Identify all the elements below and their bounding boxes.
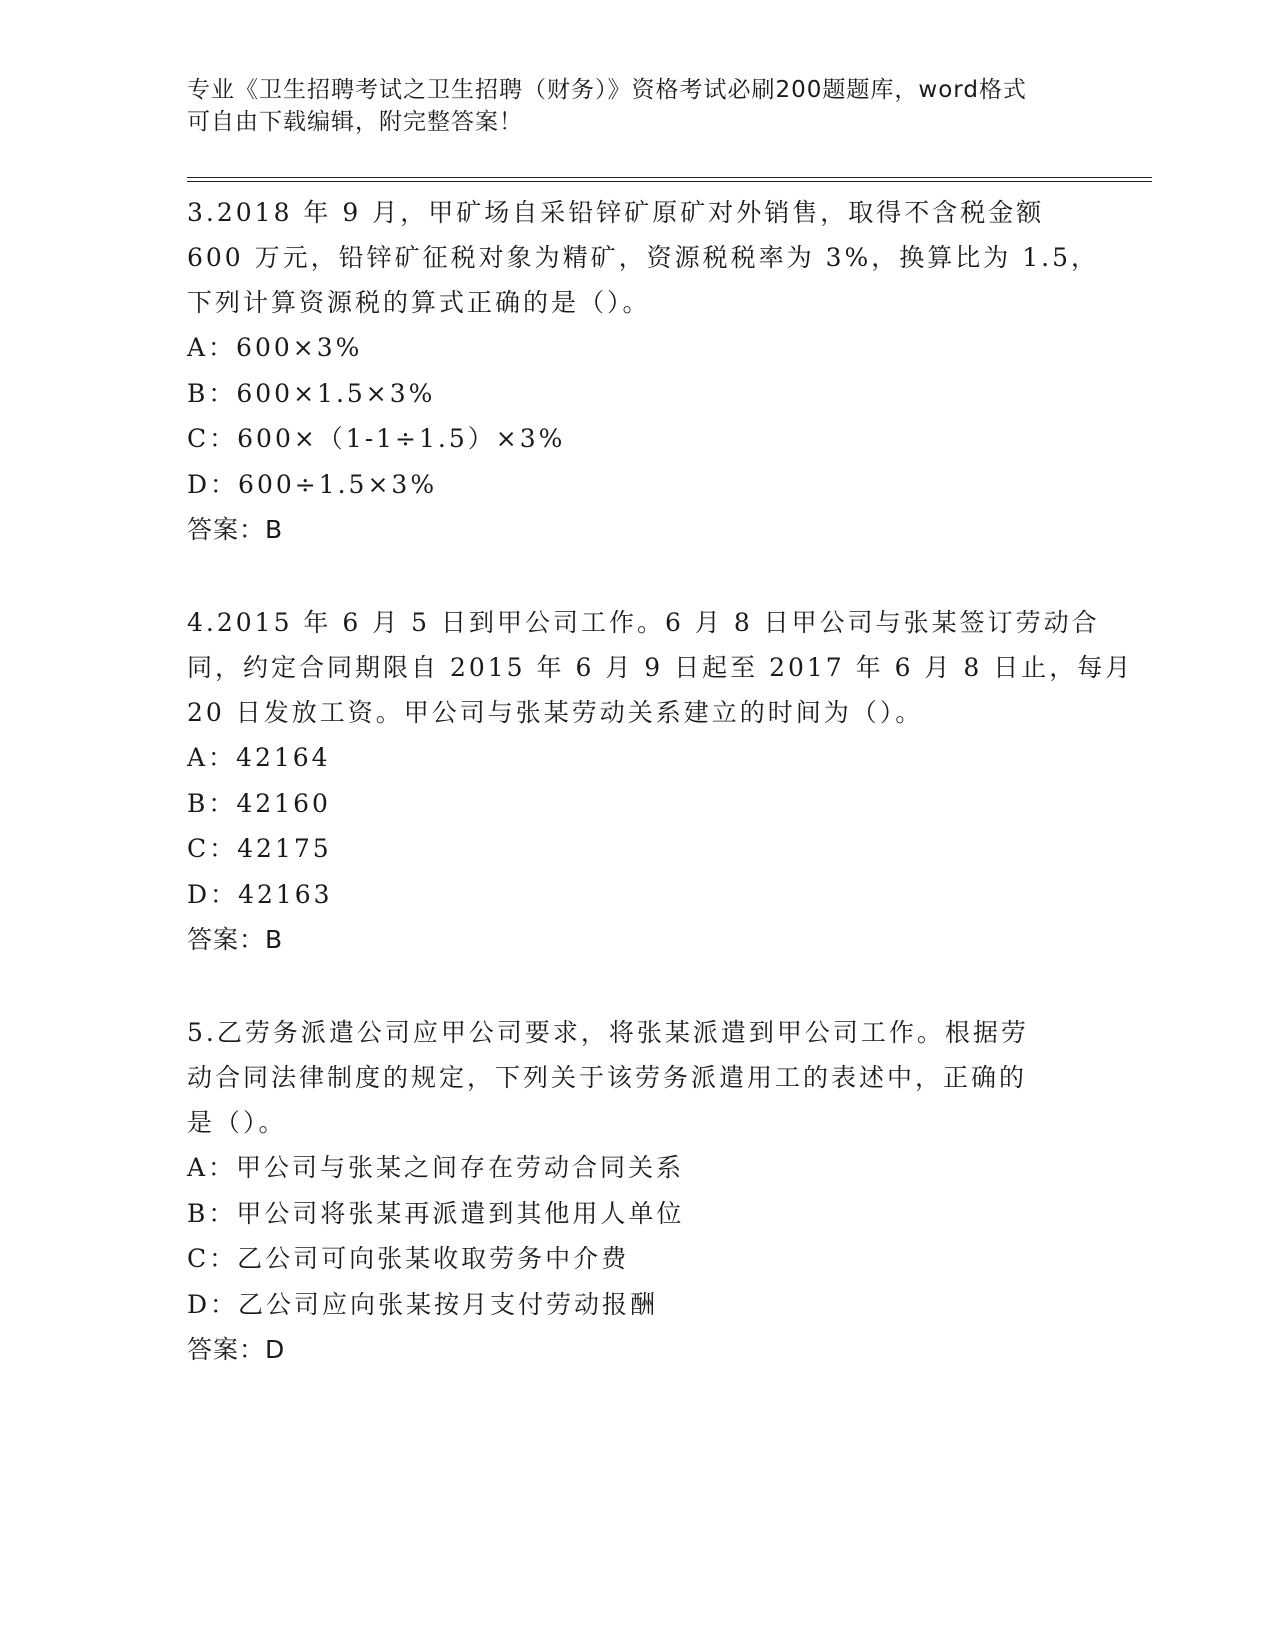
option-a: A：600×3% <box>187 333 363 362</box>
question-text-line: 600 万元，铅锌矿征税对象为精矿，资源税税率为 3%，换算比为 1.5， <box>187 243 1099 272</box>
option-b: B：42160 <box>187 788 331 818</box>
question-text-line: 5.乙劳务派遣公司应甲公司要求，将张某派遣到甲公司工作。根据劳 <box>187 1018 1029 1047</box>
question-text-line: 3.2018 年 9 月，甲矿场自采铅锌矿原矿对外销售，取得不含税金额 <box>187 198 1045 227</box>
question-text-line: 下列计算资源税的算式正确的是（）。 <box>187 288 651 317</box>
option-c: C：乙公司可向张某收取劳务中介费 <box>187 1244 630 1273</box>
answer: 答案：D <box>187 1335 286 1364</box>
option-b: B：600×1.5×3% <box>187 378 436 408</box>
header-line-2: 可自由下载编辑，附完整答案！ <box>187 109 523 135</box>
option-c: C：42175 <box>187 834 332 863</box>
question-4 <box>187 600 1134 962</box>
question-text-line: 同，约定合同期限自 2015 年 6 月 9 日起至 2017 年 6 月 8 日止，每月 <box>187 653 1134 682</box>
header-divider-bottom <box>187 181 1152 182</box>
option-b: B：甲公司将张某再派遣到其他用人单位 <box>187 1198 685 1228</box>
question-3 <box>187 190 1099 552</box>
option-d: D：42163 <box>187 879 333 909</box>
option-a: A：42164 <box>187 743 331 772</box>
question-5 <box>187 1010 1087 1372</box>
answer: 答案：B <box>187 515 284 544</box>
question-text-line: 20 日发放工资。甲公司与张某劳动关系建立的时间为（）。 <box>187 698 924 727</box>
option-a: A：甲公司与张某之间存在劳动合同关系 <box>187 1153 685 1182</box>
header-line-1: 专业《卫生招聘考试之卫生招聘（财务）》资格考试必刷200题题库，word格式 <box>187 77 1027 103</box>
header-divider-top <box>187 177 1152 178</box>
question-text-line: 是（）。 <box>187 1108 287 1137</box>
option-d: D：乙公司应向张某按月支付劳动报酬 <box>187 1289 659 1319</box>
option-d: D：600÷1.5×3% <box>187 469 438 499</box>
question-text-line: 动合同法律制度的规定，下列关于该劳务派遣用工的表述中，正确的 <box>187 1063 1028 1092</box>
answer: 答案：B <box>187 925 284 954</box>
option-c: C：600×（1-1÷1.5）×3% <box>187 424 566 453</box>
question-text-line: 4.2015 年 6 月 5 日到甲公司工作。6 月 8 日甲公司与张某签订劳动合 <box>187 608 1100 637</box>
document-header <box>187 74 1067 138</box>
